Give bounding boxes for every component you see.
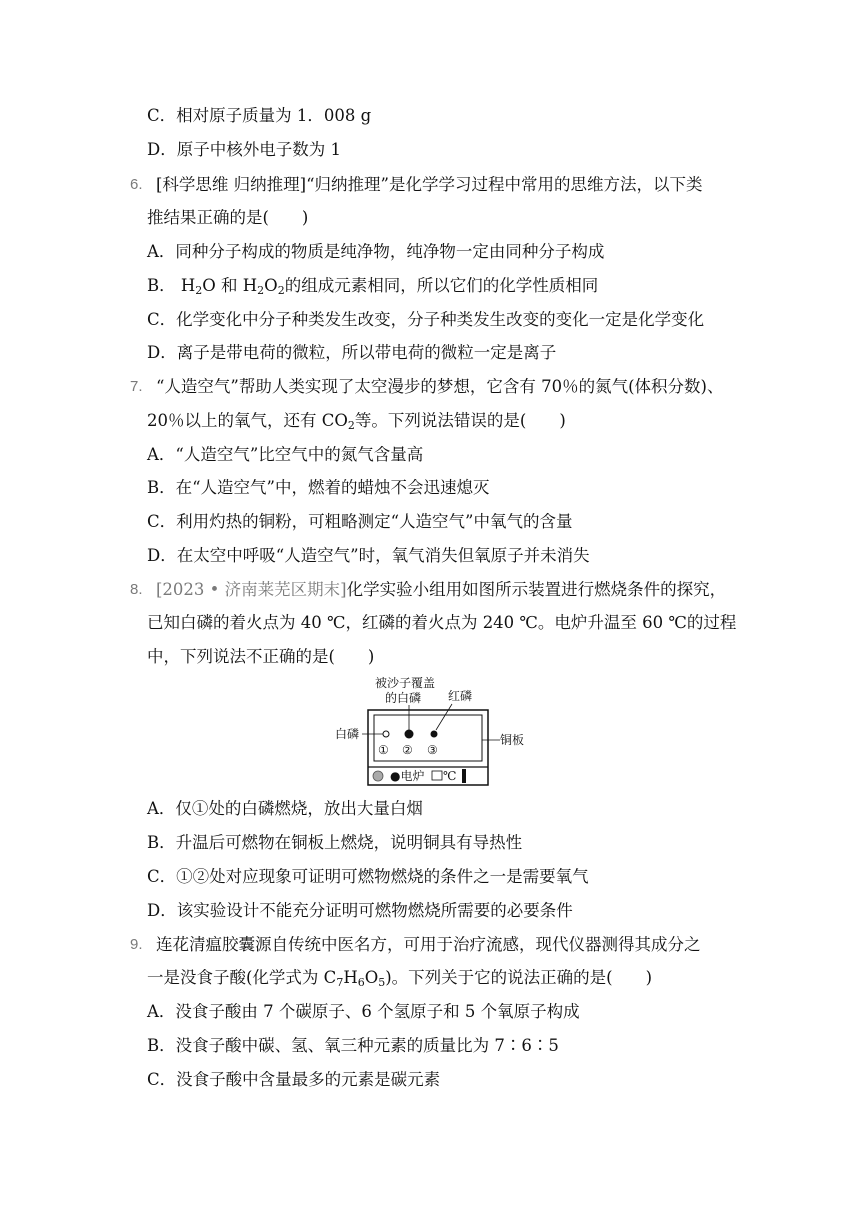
q6-stem1: “归纳推理”是化学学习过程中常用的思维方法，以下类	[306, 175, 703, 194]
q7-stem2-pre: 20％以上的氧气，还有 CO	[147, 411, 348, 430]
q9-stem-line2	[147, 966, 652, 990]
q6-optb-mid: O 和 H	[202, 276, 258, 295]
q7-option-c: C．利用灼热的铜粉，可粗略测定“人造空气”中氧气的含量	[147, 512, 573, 531]
q7-number: 7.	[130, 378, 143, 395]
q8-number: 8.	[130, 581, 143, 598]
q7-option-b: B．在“人造空气”中，燃着的蜡烛不会迅速熄灭	[147, 478, 490, 497]
q6-optb-pre: B． H	[147, 276, 196, 295]
q9-stem2-sub2: 6	[357, 976, 365, 989]
q6-optb-sub3: 2	[277, 284, 285, 297]
q8-tag: [2023 • 济南莱芜区期末]	[156, 580, 347, 599]
combustion-apparatus-figure	[330, 672, 530, 792]
q9-stem2-mid: H	[343, 968, 358, 987]
q6-number: 6.	[130, 176, 143, 193]
q8-stem-line2: 已知白磷的着火点为 40 ℃，红磷的着火点为 240 ℃。电炉升温至 60 ℃的过程	[147, 613, 737, 632]
mark-3: ③	[427, 743, 438, 757]
sand-covered-phosphorus-dot	[405, 730, 414, 739]
q7-option-a: A．“人造空气”比空气中的氮气含量高	[147, 445, 424, 464]
q8-option-a: A．仅①处的白磷燃烧，放出大量白烟	[147, 799, 423, 818]
q6-tag: [科学思维 归纳推理]	[156, 175, 307, 194]
furnace-knob-icon	[373, 771, 383, 781]
q8-option-b: B．升温后可燃物在铜板上燃烧，说明铜具有导热性	[147, 833, 523, 852]
q8-option-d: D．该实验设计不能充分证明可燃物燃烧所需要的必要条件	[147, 901, 573, 920]
mark-1: ①	[378, 743, 389, 757]
q9-option-b: B．没食子酸中碳、氢、氧三种元素的质量比为 7∶6∶5	[147, 1036, 559, 1055]
q6-optb-mid2: O	[264, 276, 278, 295]
q9-stem2-post: )。下列关于它的说法正确的是( )	[385, 968, 653, 987]
switch-bar-icon	[462, 769, 466, 783]
q9-option-a: A．没食子酸由 7 个碳原子、6 个氢原子和 5 个氧原子构成	[147, 1002, 580, 1021]
q7-option-d: D．在太空中呼吸“人造空气”时，氧气消失但氧原子并未消失	[147, 546, 590, 565]
q5-option-c: C．相对原子质量为 1．008 g	[147, 106, 372, 125]
q9-stem-line1: 连花清瘟胶囊源自传统中医名方，可用于治疗流感，现代仪器测得其成分之	[156, 935, 701, 954]
q7-stem2-sub: 2	[347, 419, 355, 432]
q6-optb-sub1: 2	[195, 284, 203, 297]
q7-stem-line1: “人造空气”帮助人类实现了太空漫步的梦想，它含有 70％的氮气(体积分数)、	[156, 377, 724, 396]
temperature-unit: ℃	[443, 769, 457, 783]
q6-optb-sub2: 2	[257, 284, 265, 297]
white-phosphorus-dot	[383, 731, 389, 737]
q7-stem2-post: 等。下列说法错误的是( )	[354, 411, 566, 430]
furnace-label: ●电炉	[390, 769, 425, 783]
label-copper-plate: 铜板	[500, 733, 525, 747]
q9-stem2-mid2: O	[364, 968, 379, 987]
q8-stem-line1	[156, 578, 726, 602]
q9-stem2-sub3: 5	[378, 976, 386, 989]
label-white-phosphorus: 白磷	[335, 727, 360, 741]
red-phosphorus-dot	[431, 731, 438, 738]
temperature-display-box	[432, 771, 442, 780]
q9-stem2-pre: 一是没食子酸(化学式为 C	[147, 968, 337, 987]
q9-option-c: C．没食子酸中含量最多的元素是碳元素	[147, 1070, 441, 1089]
q6-stem-line2: 推结果正确的是( )	[147, 208, 309, 227]
q8-stem-line3: 中，下列说法不正确的是( )	[147, 647, 375, 666]
q9-number: 9.	[130, 936, 143, 953]
label-red-phosphorus: 红磷	[448, 689, 473, 703]
q6-option-d: D．离子是带电荷的微粒，所以带电荷的微粒一定是离子	[147, 343, 557, 362]
label-sand-covered-2: 的白磷	[385, 691, 422, 705]
q6-stem-line1	[156, 173, 703, 197]
q5-option-d: D．原子中核外电子数为 1	[147, 140, 341, 159]
leader-red	[436, 704, 452, 730]
label-sand-covered-1: 被沙子覆盖	[375, 676, 436, 690]
q9-stem2-sub1: 7	[336, 976, 344, 989]
q8-option-c: C．①②处对应现象可证明可燃物燃烧的条件之一是需要氧气	[147, 867, 589, 886]
q6-option-c: C．化学变化中分子种类发生改变，分子种类发生改变的变化一定是化学变化	[147, 310, 705, 329]
q6-option-b	[147, 274, 598, 298]
q7-stem-line2	[147, 409, 566, 433]
q6-optb-post: 的组成元素相同，所以它们的化学性质相同	[284, 276, 599, 295]
q8-stem1: 化学实验小组用如图所示装置进行燃烧条件的探究，	[346, 580, 727, 599]
q6-option-a: A．同种分子构成的物质是纯净物，纯净物一定由同种分子构成	[147, 242, 605, 261]
mark-2: ②	[402, 743, 413, 757]
